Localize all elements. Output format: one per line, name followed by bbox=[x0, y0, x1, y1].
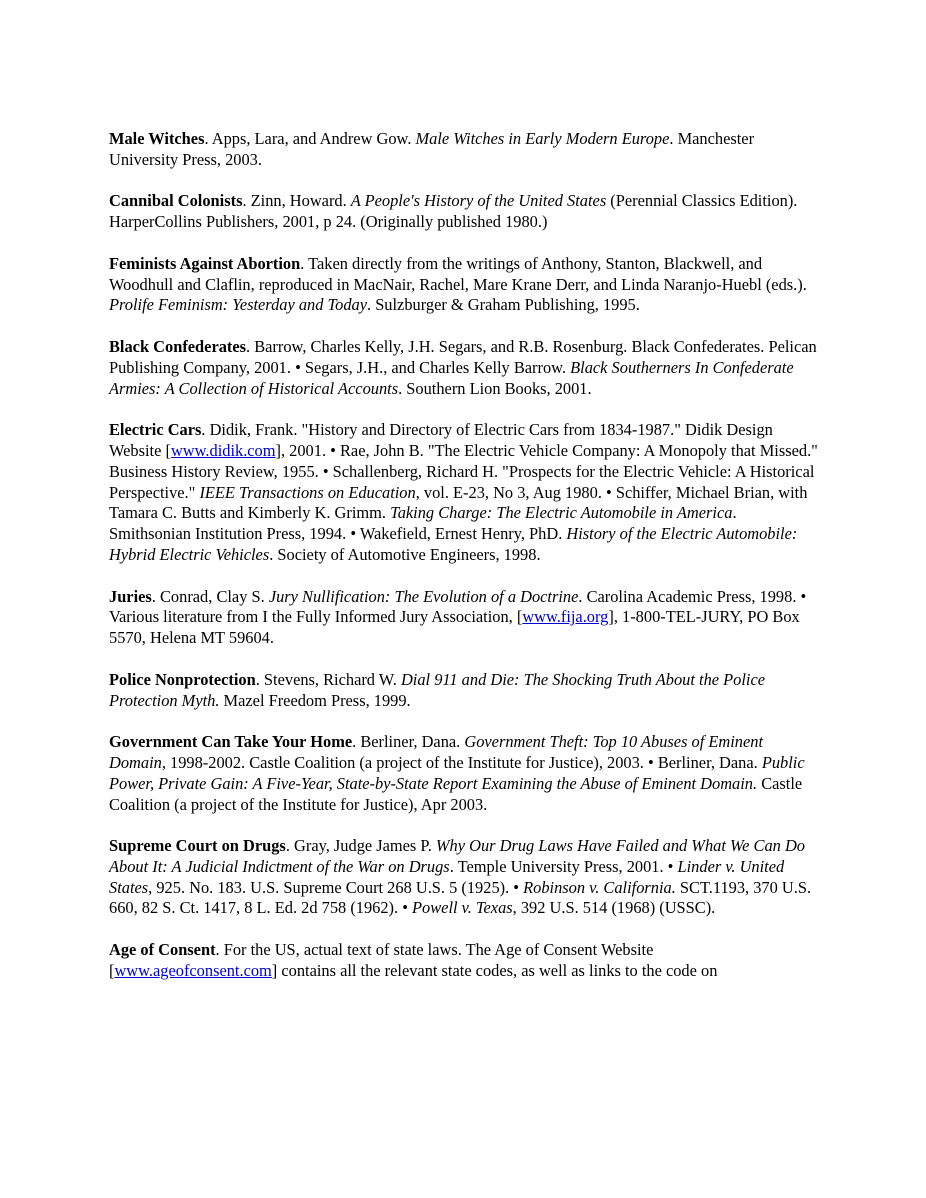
entry-text: . Sulzburger & Graham Publishing, 1995. bbox=[367, 295, 640, 315]
entry-title-italic: Linder v. United States bbox=[109, 856, 785, 897]
entry-title-italic: Jury Nullification: The Evolution of a Doctrine bbox=[268, 586, 579, 606]
bibliography-entry bbox=[109, 940, 819, 982]
entry-text: . Society of Automotive Engineers, 1998. bbox=[269, 544, 541, 564]
entry-title-italic: Prolife Feminism: Yesterday and Today bbox=[109, 295, 367, 315]
entry-text: . Temple University Press, 2001. • bbox=[449, 856, 678, 876]
bibliography-entry bbox=[109, 129, 819, 171]
entry-topic-heading: Supreme Court on Drugs bbox=[109, 836, 286, 856]
entry-title-italic: A People's History of the United States bbox=[350, 191, 607, 211]
entry-text: . Taken directly from the writings of Anthony, Stanton, Blackwell, and Woodhull and Claflin, reproduced in MacNair, Rachel, Mare Krane Derr, and Linda Naranjo-Huebl (eds.). bbox=[109, 253, 807, 294]
entry-website-link[interactable]: www.didik.com bbox=[170, 440, 276, 460]
entry-title-italic: Public Power, Private Gain: A Five-Year, State-by-State Report Examining the Abuse of Eminent Domain. bbox=[109, 752, 805, 793]
entry-text: ], 2001. • Rae, John B. "The Electric Vehicle Company: A Monopoly that Missed." Business History Review, 1955. • Schallenberg, Richard H. "Prospects for the Electric Vehicle: A Historical Perspective." bbox=[109, 440, 818, 502]
entry-website-link[interactable]: www.ageofconsent.com bbox=[114, 960, 272, 980]
entry-topic-heading: Male Witches bbox=[109, 129, 205, 148]
entry-text: , 925. No. 183. U.S. Supreme Court 268 U.S. 5 (1925). • bbox=[148, 877, 524, 897]
bibliography-entry bbox=[109, 670, 819, 712]
entry-text: , 392 U.S. 514 (1968) (USSC). bbox=[512, 898, 716, 918]
entry-text: Castle Coalition (a project of the Institute for Justice), Apr 2003. bbox=[109, 773, 803, 814]
entry-text: . Manchester University Press, 2003. bbox=[109, 129, 755, 169]
entry-text: , 1998-2002. Castle Coalition (a project of the Institute for Justice), 2003. • Berliner, Dana. bbox=[161, 752, 762, 772]
entry-text: . For the US, actual text of state laws. The Age of Consent Website [ bbox=[109, 940, 654, 980]
entry-topic-heading: Black Confederates bbox=[109, 336, 247, 356]
entry-text: . Barrow, Charles Kelly, J.H. Segars, and R.B. Rosenburg. Black Confederates. Pelican Publishing Company, 2001. • Segars, J.H., and Charles Kelly Barrow. bbox=[109, 336, 817, 377]
entry-topic-heading: Age of Consent bbox=[109, 940, 216, 960]
bibliography-entry bbox=[109, 337, 819, 399]
entry-text: Mazel Freedom Press, 1999. bbox=[219, 690, 411, 710]
entry-topic-heading: Cannibal Colonists bbox=[109, 191, 243, 211]
entry-title-italic: Male Witches in Early Modern Europe bbox=[415, 129, 670, 148]
entry-title-italic: Black Southerners In Confederate Armies: A Collection of Historical Accounts bbox=[109, 357, 794, 398]
bibliography-entry bbox=[109, 587, 819, 649]
entry-text: . Berliner, Dana. bbox=[352, 732, 465, 752]
entry-title-italic: Why Our Drug Laws Have Failed and What We Can Do About It: A Judicial Indictment of the War on Drugs bbox=[109, 836, 805, 876]
entry-text: . Gray, Judge James P. bbox=[285, 836, 436, 856]
entry-title-italic: Robinson v. California. bbox=[523, 877, 676, 897]
entry-text: . Carolina Academic Press, 1998. • Various literature from I the Fully Informed Jury Association, [ bbox=[109, 586, 807, 627]
entry-text: ], 1-800-TEL-JURY, PO Box 5570, Helena MT 59604. bbox=[109, 607, 800, 648]
entry-title-italic: Dial 911 and Die: The Shocking Truth About the Police Protection Myth. bbox=[109, 669, 766, 710]
entry-text: . Southern Lion Books, 2001. bbox=[398, 378, 592, 398]
entry-text: . Apps, Lara, and Andrew Gow. bbox=[204, 129, 416, 148]
entry-topic-heading: Electric Cars bbox=[109, 420, 202, 440]
entry-text: . Stevens, Richard W. bbox=[255, 669, 401, 689]
entry-title-italic: IEEE Transactions on Education bbox=[199, 482, 416, 502]
entry-website-link[interactable]: www.fija.org bbox=[522, 607, 609, 627]
entry-text: (Perennial Classics Edition). HarperCollins Publishers, 2001, p 24. (Originally published 1980.) bbox=[109, 191, 798, 232]
bibliography-entry bbox=[109, 191, 819, 233]
entry-title-italic: Powell v. Texas bbox=[412, 898, 513, 918]
entry-text: . Smithsonian Institution Press, 1994. • Wakefield, Ernest Henry, PhD. bbox=[109, 503, 737, 544]
entry-text: . Zinn, Howard. bbox=[242, 191, 351, 211]
entry-topic-heading: Juries bbox=[109, 586, 152, 606]
entry-topic-heading: Police Nonprotection bbox=[109, 669, 256, 689]
entry-text: . Didik, Frank. "History and Directory of Electric Cars from 1834-1987." Didik Design Website [ bbox=[109, 420, 773, 460]
entry-title-italic: History of the Electric Automobile: Hybrid Electric Vehicles bbox=[109, 524, 798, 564]
bibliography-entry bbox=[109, 732, 819, 815]
entry-title-italic: Taking Charge: The Electric Automobile in America bbox=[390, 503, 733, 523]
entry-text: ] contains all the relevant state codes, as well as links to the code on bbox=[271, 960, 718, 980]
entry-topic-heading: Feminists Against Abortion bbox=[109, 253, 301, 273]
bibliography-list bbox=[109, 129, 819, 1002]
entry-text: SCT.1193, 370 U.S. 660, 82 S. Ct. 1417, 8 L. Ed. 2d 758 (1962). • bbox=[109, 877, 812, 918]
entry-title-italic: Government Theft: Top 10 Abuses of Eminent Domain bbox=[109, 732, 764, 772]
entry-topic-heading: Government Can Take Your Home bbox=[109, 732, 353, 752]
bibliography-entry bbox=[109, 420, 819, 566]
bibliography-entry bbox=[109, 836, 819, 919]
bibliography-entry bbox=[109, 254, 819, 316]
entry-text: , vol. E-23, No 3, Aug 1980. • Schiffer, Michael Brian, with Tamara C. Butts and Kimberly K. Grimm. bbox=[109, 482, 808, 523]
entry-text: . Conrad, Clay S. bbox=[151, 586, 269, 606]
